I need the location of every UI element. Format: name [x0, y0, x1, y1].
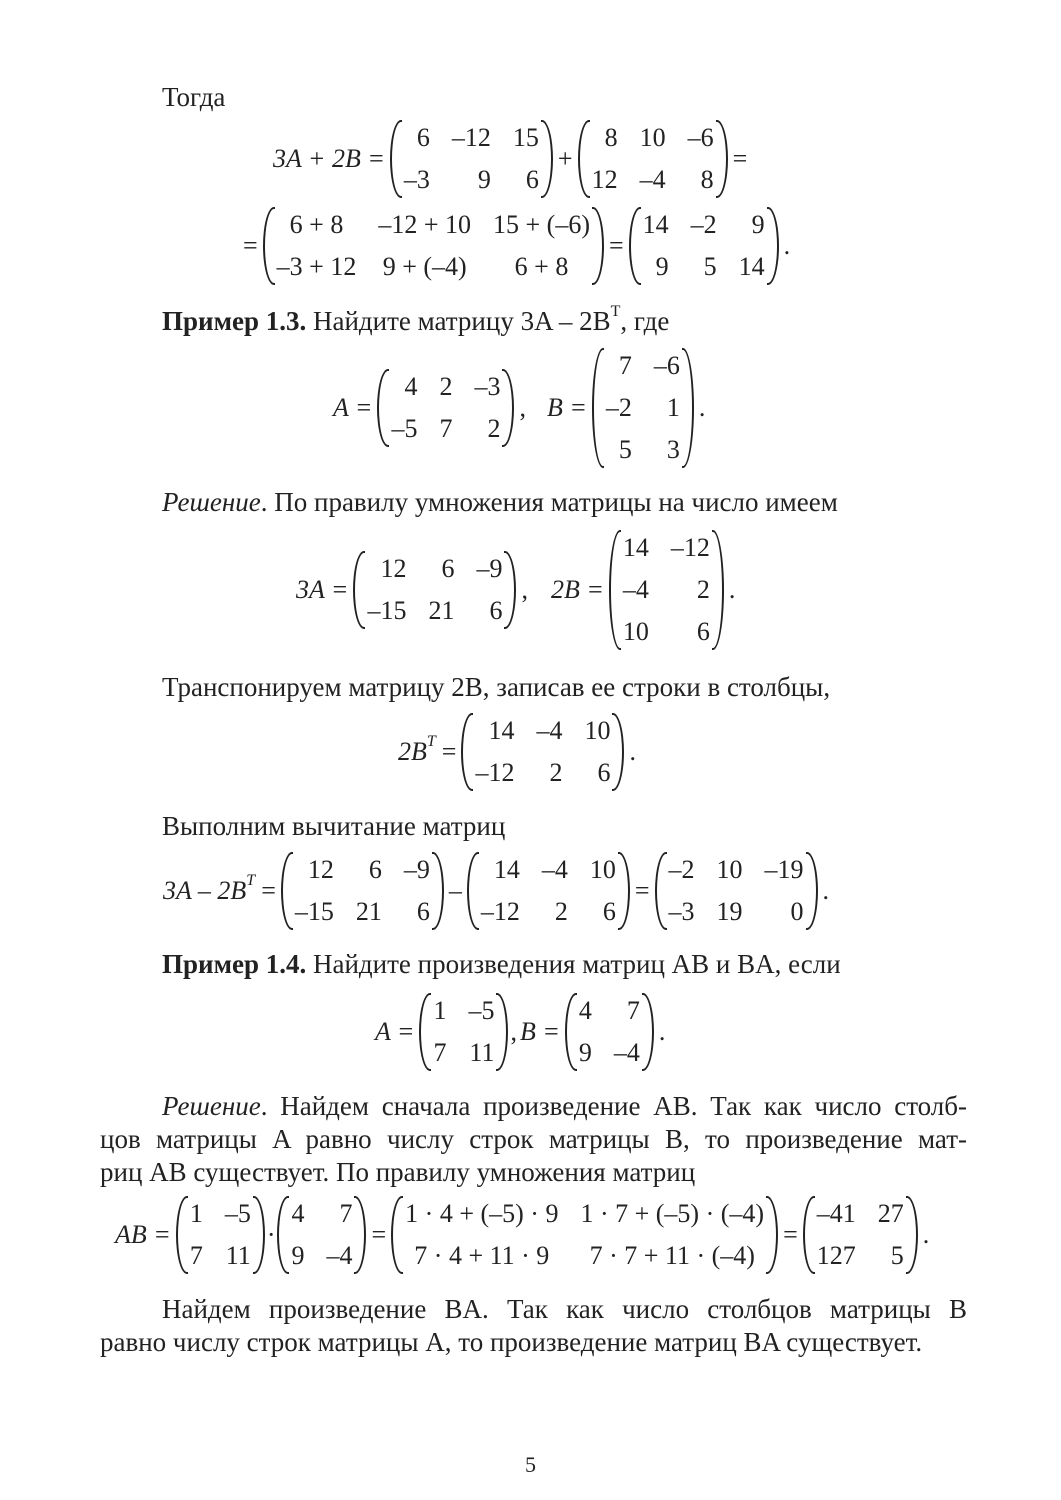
eq4-lhs-2b: 2B = [550, 575, 604, 604]
matrix-cell: –6 [653, 351, 680, 380]
matrix-grid [403, 1196, 766, 1274]
bracket-left [565, 993, 577, 1071]
matrix-cell: 14 [738, 252, 765, 281]
bracket-left [377, 369, 389, 447]
matrix-cell: 1 [433, 996, 447, 1025]
equation-3a-minus-2bt [160, 852, 832, 930]
matrix-cell: 6 + 8 [289, 210, 344, 239]
eq1-equals: = [732, 144, 748, 173]
matrix-cell: 12 [591, 165, 618, 194]
bracket-left [263, 207, 275, 285]
eq2-equals: = [609, 231, 624, 260]
eq6-end: . [822, 876, 830, 905]
matrix-cell: 2 [439, 372, 453, 401]
matrix-cell: 1 · 7 + (–5) · (–4) [580, 1199, 765, 1228]
paragraph-transpose: Транспонируем матрицу 2B, записав ее строки в столбцы, [162, 672, 831, 702]
matrix-cell: 4 [291, 1199, 305, 1228]
matrix-cell: –2 [690, 210, 717, 239]
matrix-cell: –9 [476, 554, 503, 583]
eq6-matrix-2 [467, 852, 630, 930]
eq3-end: . [698, 393, 706, 422]
page-number: 5 [525, 1452, 536, 1477]
matrix-cell: –12 [480, 897, 520, 926]
matrix-cell: –4 [536, 716, 563, 745]
bracket-left [592, 348, 604, 468]
matrix-cell: 6 [696, 617, 710, 646]
matrix-cell: –12 + 10 [378, 210, 472, 239]
bracket-left [655, 852, 667, 930]
matrix-cell: 6 [602, 897, 616, 926]
matrix-cell: 11 [469, 1038, 495, 1067]
eq8-end: . [922, 1220, 930, 1249]
bracket-right [253, 1196, 265, 1274]
matrix-grid [621, 530, 712, 650]
matrix-cell: 7 · 7 + 11 · (–4) [589, 1241, 755, 1270]
eq4-matrix-2b [609, 530, 724, 650]
eq5-lhs [398, 733, 436, 767]
matrix-cell: –5 [468, 996, 495, 1025]
matrix-grid [577, 993, 642, 1071]
matrix-cell: 1 [666, 393, 680, 422]
eq3-lhs-a: A = [333, 393, 373, 422]
matrix-grid [389, 369, 502, 447]
bracket-left [461, 713, 473, 791]
matrix-cell: 11 [225, 1241, 251, 1270]
bracket-right [541, 120, 553, 198]
matrix-cell: 6 [416, 897, 430, 926]
bracket-right [716, 120, 728, 198]
matrix-cell: 1 [189, 1199, 203, 1228]
paragraph-ba-line-1 [100, 1296, 967, 1323]
bracket-left [609, 530, 621, 650]
eq1-plus: + [557, 144, 573, 173]
eq5-matrix [461, 713, 624, 791]
equation-a-b-definition [330, 348, 708, 468]
matrix-cell: 9 [655, 252, 669, 281]
solution-1-3-label: Решение [162, 487, 261, 517]
bracket-right [612, 713, 624, 791]
matrix-cell: 4 [404, 372, 418, 401]
eq6-matrix-3 [655, 852, 818, 930]
eq4-matrix-3a [353, 551, 516, 629]
matrix-cell: 5 [618, 435, 632, 464]
matrix-cell: –5 [224, 1199, 251, 1228]
matrix-grid [431, 993, 496, 1071]
matrix-cell: 6 [441, 554, 455, 583]
matrix-cell: 7 [618, 351, 632, 380]
matrix-cell: –4 [541, 855, 568, 884]
eq3-matrix-a [377, 369, 514, 447]
matrix-grid [815, 1196, 906, 1274]
bracket-left [390, 120, 402, 198]
eq8-matrix-result [803, 1196, 918, 1274]
matrix-cell: 6 [368, 855, 382, 884]
matrix-cell: 1 · 4 + (–5) · 9 [405, 1199, 559, 1228]
eq2-matrix-2 [629, 207, 779, 285]
matrix-cell: 7 · 4 + 11 · 9 [414, 1241, 550, 1270]
bracket-left [467, 852, 479, 930]
matrix-cell: –12 [451, 123, 491, 152]
equation-3a-plus-2b [270, 120, 750, 198]
matrix-cell: 9 [751, 210, 765, 239]
eq6-minus: – [448, 876, 462, 905]
matrix-cell: 0 [790, 897, 804, 926]
matrix-grid [479, 852, 618, 930]
matrix-cell: 6 [489, 596, 503, 625]
matrix-cell: 2 [487, 414, 501, 443]
matrix-cell: –19 [764, 855, 804, 884]
matrix-cell: 12 [380, 554, 407, 583]
bracket-right [496, 993, 508, 1071]
eq1-lhs: 3A + 2B = [273, 144, 385, 173]
equation-a-b-2x2 [372, 993, 668, 1071]
matrix-cell: –4 [326, 1241, 353, 1270]
bracket-right [712, 530, 724, 650]
matrix-cell: –2 [605, 393, 632, 422]
matrix-cell: 7 [439, 414, 453, 443]
matrix-cell: –15 [294, 897, 334, 926]
bracket-left [281, 852, 293, 930]
matrix-grid [473, 713, 612, 791]
matrix-grid [402, 120, 541, 198]
eq3-matrix-b [592, 348, 694, 468]
matrix-cell: 8 [700, 165, 714, 194]
matrix-cell: 10 [639, 123, 666, 152]
eq8-matrix-a [176, 1196, 265, 1274]
matrix-cell: 10 [622, 617, 649, 646]
equation-3a-2b [293, 530, 738, 650]
eq8-equals-2: = [783, 1220, 798, 1249]
equation-2bt [395, 713, 639, 791]
matrix-cell: 5 [703, 252, 717, 281]
matrix-grid [365, 551, 504, 629]
matrix-cell: 4 [578, 996, 592, 1025]
solution-1-4-line-1 [100, 1093, 967, 1120]
matrix-cell: 21 [355, 897, 382, 926]
bracket-right [502, 369, 514, 447]
solution-1-4-line-1-text: . Найдем сначала произведение AB. Так как число столб- [260, 1091, 967, 1121]
matrix-cell: –12 [475, 758, 515, 787]
matrix-cell: –3 [668, 897, 695, 926]
matrix-grid [275, 207, 592, 285]
matrix-cell: 6 [416, 123, 430, 152]
eq6-lhs-text: 3A – 2B [163, 876, 247, 905]
eq4-end: . [728, 575, 736, 604]
bracket-left [419, 993, 431, 1071]
example-1-4-label: Пример 1.4. [162, 949, 307, 979]
eq8-matrix-b [277, 1196, 366, 1274]
matrix-cell: 127 [816, 1241, 856, 1270]
bracket-left [353, 551, 365, 629]
eq1-matrix-2 [578, 120, 728, 198]
solution-1-3-text [162, 489, 838, 516]
matrix-grid [604, 348, 682, 468]
matrix-cell: 9 [477, 165, 491, 194]
eq6-sup: T [246, 872, 256, 889]
eq7-lhs-a: A = [375, 1017, 415, 1046]
matrix-cell: 9 + (–4) [382, 252, 467, 281]
matrix-grid [293, 852, 432, 930]
bracket-right [642, 993, 654, 1071]
eq7-comma: , [510, 1017, 517, 1046]
eq2-end: . [783, 231, 791, 260]
solution-1-4-line-2: цов матрицы A равно числу строк матрицы B, то произведение мат- [100, 1124, 967, 1154]
eq5-equals: = [441, 737, 457, 766]
matrix-cell: –6 [687, 123, 714, 152]
eq6-equals-2: = [634, 876, 650, 905]
bracket-left [578, 120, 590, 198]
bracket-left [277, 1196, 289, 1274]
eq2-lead: = [243, 231, 258, 260]
eq5-end: . [629, 737, 636, 766]
bracket-left [629, 207, 641, 285]
matrix-grid [289, 1196, 354, 1274]
matrix-cell: 10 [716, 855, 743, 884]
matrix-cell: 7 [339, 1199, 353, 1228]
eq1-matrix-1 [390, 120, 553, 198]
eq8-equals: = [371, 1220, 387, 1249]
example-1-3-sup: T [610, 303, 621, 320]
matrix-grid [667, 852, 806, 930]
matrix-cell: 14 [642, 210, 669, 239]
matrix-cell: 2 [549, 758, 563, 787]
matrix-cell: –4 [639, 165, 666, 194]
matrix-cell: 10 [584, 716, 611, 745]
matrix-cell: –4 [613, 1038, 640, 1067]
bracket-left [803, 1196, 815, 1274]
bracket-right [592, 207, 604, 285]
paragraph-togda: Тогда [162, 82, 226, 112]
solution-1-4-label: Решение [162, 1091, 261, 1121]
example-1-4-heading [162, 951, 841, 978]
matrix-cell: 15 + (–6) [493, 210, 590, 239]
solution-1-3-body: . По правилу умножения матрицы на число имеем [260, 487, 838, 517]
matrix-cell: 9 [578, 1038, 592, 1067]
matrix-cell: –3 [403, 165, 430, 194]
matrix-cell: –2 [668, 855, 695, 884]
matrix-cell: –41 [816, 1199, 856, 1228]
eq7-matrix-a [419, 993, 508, 1071]
bracket-right [906, 1196, 918, 1274]
bracket-right [766, 1196, 778, 1274]
example-1-3-heading [162, 303, 670, 336]
matrix-cell: 19 [716, 897, 743, 926]
matrix-cell: 7 [433, 1038, 447, 1067]
bracket-right [767, 207, 779, 285]
example-1-3-text: Найдите матрицу 3A – 2B [306, 306, 611, 336]
bracket-right [806, 852, 818, 930]
matrix-cell: –3 + 12 [276, 252, 357, 281]
matrix-cell: –3 [474, 372, 501, 401]
matrix-cell: 21 [428, 596, 455, 625]
bracket-right [682, 348, 694, 468]
eq4-lhs-3a: 3A = [296, 575, 349, 604]
bracket-left [391, 1196, 403, 1274]
matrix-cell: 3 [666, 435, 680, 464]
solution-1-4-line-3: риц AB существует. По правилу умножения матриц [100, 1157, 696, 1187]
paragraph-subtraction: Выполним вычитание матриц [162, 811, 506, 841]
matrix-cell: 14 [488, 716, 515, 745]
matrix-cell: 9 [291, 1241, 305, 1270]
matrix-cell: 14 [493, 855, 520, 884]
eq3-lhs-b: B = [546, 393, 587, 422]
eq6-equals: = [261, 876, 276, 905]
eq8-lhs: AB = [115, 1220, 171, 1249]
matrix-cell: 14 [622, 533, 649, 562]
matrix-cell: 12 [307, 855, 334, 884]
matrix-cell: 2 [696, 575, 710, 604]
matrix-cell: 7 [626, 996, 640, 1025]
eq8-dot: · [266, 1220, 276, 1249]
matrix-cell: 6 + 8 [514, 252, 569, 281]
equation-sum-result [240, 207, 793, 285]
eq8-matrix-expansion [391, 1196, 778, 1274]
matrix-cell: 10 [589, 855, 616, 884]
eq5-lhs-text: 2B [398, 737, 427, 766]
matrix-grid [188, 1196, 253, 1274]
matrix-cell: 6 [525, 165, 539, 194]
example-1-3-tail: , где [620, 306, 670, 336]
eq3-comma: , [519, 393, 526, 422]
eq6-lhs [163, 872, 256, 906]
bracket-left [176, 1196, 188, 1274]
matrix-cell: –15 [367, 596, 407, 625]
example-1-4-text: Найдите произведения матриц AB и BA, если [306, 949, 841, 979]
eq7-matrix-b [565, 993, 654, 1071]
matrix-cell: 27 [877, 1199, 904, 1228]
equation-ab-product [112, 1196, 932, 1274]
matrix-cell: –9 [403, 855, 430, 884]
matrix-cell: 2 [554, 897, 568, 926]
eq2-matrix-1 [263, 207, 604, 285]
bracket-right [432, 852, 444, 930]
example-1-3-label: Пример 1.3. [162, 306, 307, 336]
eq7-end: . [658, 1017, 666, 1046]
bracket-right [354, 1196, 366, 1274]
matrix-grid [641, 207, 767, 285]
paragraph-ba-line-2: равно числу строк матрицы A, то произведение матриц BA существует. [100, 1327, 923, 1357]
paragraph-ba-line-1-text: Найдем произведение BA. Так как число столбцов матрицы B [162, 1294, 967, 1324]
matrix-cell: –5 [391, 414, 418, 443]
matrix-cell: –4 [622, 575, 649, 604]
matrix-cell: 5 [890, 1241, 904, 1270]
eq7-lhs-b: B = [519, 1017, 560, 1046]
matrix-cell: 7 [189, 1241, 203, 1270]
eq6-matrix-1 [281, 852, 444, 930]
matrix-grid [590, 120, 716, 198]
matrix-cell: 8 [604, 123, 618, 152]
bracket-right [504, 551, 516, 629]
bracket-right [618, 852, 630, 930]
matrix-cell: 15 [512, 123, 539, 152]
matrix-cell: 6 [597, 758, 611, 787]
eq5-sup: T [426, 733, 436, 750]
matrix-cell: –12 [670, 533, 710, 562]
eq4-comma: , [521, 575, 528, 604]
